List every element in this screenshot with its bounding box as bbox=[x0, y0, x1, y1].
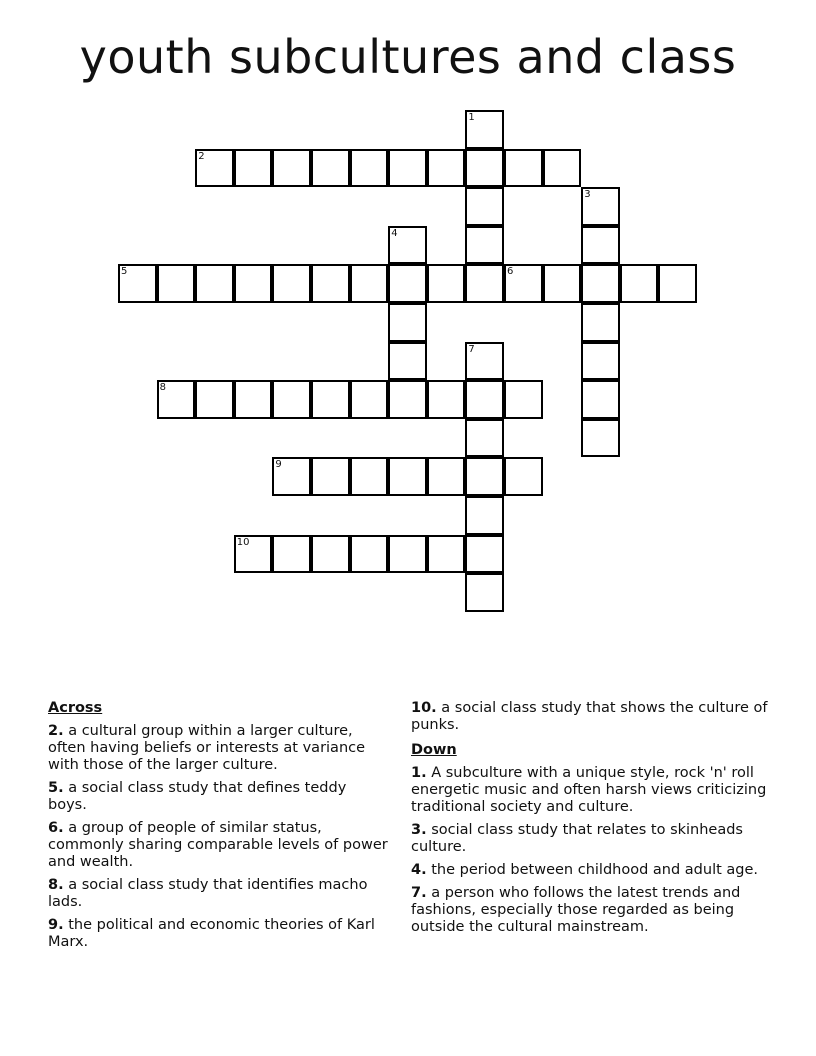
grid-cell[interactable] bbox=[543, 264, 582, 303]
grid-cell[interactable] bbox=[581, 380, 620, 419]
grid-cell[interactable] bbox=[234, 149, 273, 188]
grid-cell[interactable] bbox=[350, 457, 389, 496]
grid-cell[interactable] bbox=[465, 535, 504, 574]
grid-cell[interactable] bbox=[620, 264, 659, 303]
across-heading: Across bbox=[48, 700, 103, 716]
grid-cell[interactable] bbox=[234, 264, 273, 303]
grid-cell[interactable] bbox=[388, 457, 427, 496]
grid-cell[interactable] bbox=[465, 264, 504, 303]
clue-down-4: 4. the period between childhood and adult age. bbox=[411, 862, 759, 878]
grid-cell[interactable] bbox=[195, 380, 234, 419]
grid-cell[interactable] bbox=[350, 264, 389, 303]
grid-cell[interactable] bbox=[350, 380, 389, 419]
grid-cell[interactable] bbox=[427, 264, 466, 303]
grid-cell[interactable] bbox=[581, 264, 620, 303]
clue-across-5: 5. a social class study that defines teddy boys. bbox=[48, 780, 347, 813]
grid-cell[interactable] bbox=[465, 496, 504, 535]
grid-cell[interactable] bbox=[581, 342, 620, 381]
grid-cell[interactable] bbox=[658, 264, 697, 303]
clue-across-2: 2. a cultural group within a larger culture, often having beliefs or interests at variance with those of the larger culture. bbox=[48, 723, 366, 773]
page-title: youth subcultures and class bbox=[79, 30, 737, 84]
cell-number: 2 bbox=[198, 150, 205, 162]
grid-cell[interactable] bbox=[427, 535, 466, 574]
grid-cell[interactable] bbox=[581, 187, 620, 226]
cell-number: 10 bbox=[236, 536, 250, 548]
grid-cell[interactable] bbox=[234, 535, 273, 574]
grid-cell[interactable] bbox=[157, 264, 196, 303]
grid-cell[interactable] bbox=[272, 380, 311, 419]
grid-cell[interactable] bbox=[465, 380, 504, 419]
grid-cell[interactable] bbox=[272, 457, 311, 496]
cell-number: 5 bbox=[121, 266, 128, 278]
grid-cell[interactable] bbox=[311, 264, 350, 303]
grid-cell[interactable] bbox=[465, 187, 504, 226]
grid-cell[interactable] bbox=[272, 264, 311, 303]
grid-cell[interactable] bbox=[311, 535, 350, 574]
grid-cell[interactable] bbox=[465, 419, 504, 458]
grid-cell[interactable] bbox=[465, 110, 504, 149]
cell-number: 6 bbox=[507, 266, 514, 278]
grid-cell[interactable] bbox=[465, 573, 504, 612]
cell-number: 7 bbox=[468, 343, 475, 355]
clue-across-6: 6. a group of people of similar status, commonly sharing comparable levels of power and wealth. bbox=[48, 820, 388, 870]
grid-cell[interactable] bbox=[427, 380, 466, 419]
grid-cell[interactable] bbox=[427, 149, 466, 188]
grid-cell[interactable] bbox=[272, 149, 311, 188]
cell-number: 1 bbox=[468, 112, 475, 123]
grid-cell[interactable] bbox=[388, 149, 427, 188]
grid-cell[interactable] bbox=[311, 380, 350, 419]
cell-number: 9 bbox=[275, 459, 282, 471]
grid-cell[interactable] bbox=[118, 264, 157, 303]
grid-cell[interactable] bbox=[195, 149, 234, 188]
grid-cell[interactable] bbox=[504, 380, 543, 419]
grid-cell[interactable] bbox=[388, 226, 427, 265]
grid-cell[interactable] bbox=[465, 457, 504, 496]
cell-number: 4 bbox=[391, 227, 398, 239]
grid-cell[interactable] bbox=[157, 380, 196, 419]
grid-cell[interactable] bbox=[581, 419, 620, 458]
grid-cell[interactable] bbox=[311, 457, 350, 496]
grid-cell[interactable] bbox=[272, 535, 311, 574]
grid-cell[interactable] bbox=[311, 149, 350, 188]
clue-across-9: 9. the political and economic theories of Karl Marx. bbox=[48, 917, 375, 950]
grid-cell[interactable] bbox=[581, 226, 620, 265]
grid-cell[interactable] bbox=[234, 380, 273, 419]
cell-number: 3 bbox=[584, 189, 591, 201]
clue-down-3: 3. social class study that relates to skinheads culture. bbox=[411, 822, 743, 855]
down-heading: Down bbox=[411, 742, 457, 758]
grid-cell[interactable] bbox=[388, 264, 427, 303]
grid-cell[interactable] bbox=[504, 457, 543, 496]
grid-cell[interactable] bbox=[388, 380, 427, 419]
clue-across-8: 8. a social class study that identifies macho lads. bbox=[48, 877, 368, 910]
grid-cell[interactable] bbox=[504, 149, 543, 188]
clues-right-column bbox=[411, 700, 771, 942]
grid-cell[interactable] bbox=[350, 149, 389, 188]
grid-cell[interactable] bbox=[388, 535, 427, 574]
grid-cell[interactable] bbox=[581, 303, 620, 342]
grid-cell[interactable] bbox=[504, 264, 543, 303]
grid-cell[interactable] bbox=[465, 149, 504, 188]
grid-cell[interactable] bbox=[427, 457, 466, 496]
grid-cell[interactable] bbox=[543, 149, 582, 188]
clue-down-1: 1. A subculture with a unique style, rock 'n' roll energetic music and often harsh views criticizing traditional society and culture. bbox=[411, 765, 767, 815]
clue-down-7: 7. a person who follows the latest trends and fashions, especially those regarded as being outside the cultural mainstream. bbox=[411, 885, 741, 935]
clues-left-column bbox=[48, 700, 388, 957]
grid-cell[interactable] bbox=[195, 264, 234, 303]
clue-across-10: 10. a social class study that shows the culture of punks. bbox=[411, 700, 768, 733]
grid-cell[interactable] bbox=[465, 226, 504, 265]
grid-cell[interactable] bbox=[465, 342, 504, 381]
grid-cell[interactable] bbox=[350, 535, 389, 574]
cell-number: 8 bbox=[159, 382, 166, 394]
grid-cell[interactable] bbox=[388, 303, 427, 342]
grid-cell[interactable] bbox=[388, 342, 427, 381]
